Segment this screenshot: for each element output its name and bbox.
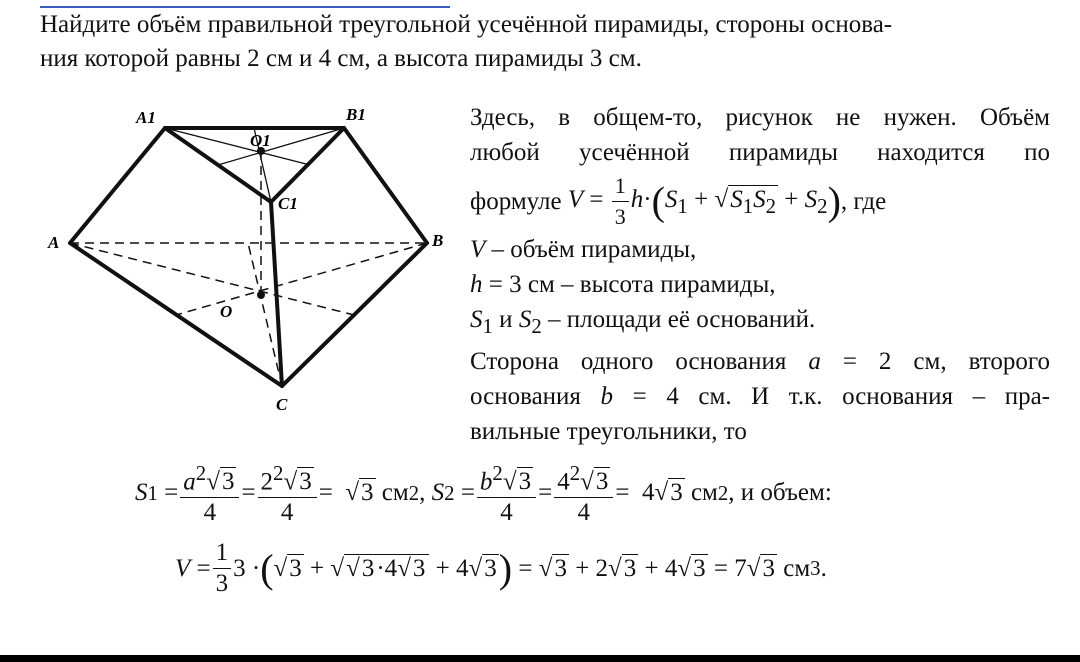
s1-unit: см <box>381 479 409 507</box>
pyramid-figure <box>40 95 480 425</box>
area-equations: S 1 = $\frac{a^2√3}{4}$ = $\frac{2^2√3}{4}$ = √3 см 2 , S 2 = $\frac{b^2√3}{4}$ = $\frac{4^2√3}{4}$ = 4 √3 см 2 , и объем: <box>135 458 832 528</box>
label-c1: C1 <box>278 194 298 213</box>
formula-prefix: формуле <box>470 187 562 215</box>
problem-statement <box>40 8 1050 76</box>
def-h: = 3 см – высота пирамиды, <box>488 271 776 298</box>
def-h-line: h = 3 см – высота пирамиды, <box>470 271 776 298</box>
volume-equation: V = $\frac{1}{3}$ 3 · ( √3 + √√3·4√3 + 4 √3 ) = √3 + 2 √3 + 4 √3 = 7 √3 см 3 . <box>175 539 827 597</box>
formula-line <box>470 170 1050 232</box>
def-v-line: V – объём пирамиды, <box>470 236 697 263</box>
solution-line-2: любой усечённой пирамиды находится по <box>470 139 1050 166</box>
and-volume: , и объем: <box>728 479 832 507</box>
problem-line-2: ния которой равны 2 см и 4 см, а высота пирамиды 3 см. <box>40 45 642 72</box>
label-o1: O1 <box>250 131 271 150</box>
edge-c1-c <box>271 202 282 386</box>
side-b-value: = 4 см. И т.к. основания – пра- <box>632 383 1050 410</box>
top-link-underline[interactable] <box>40 0 450 8</box>
label-a: A <box>48 233 60 252</box>
frustum-diagram <box>40 95 480 425</box>
formula-suffix: , где <box>840 187 887 215</box>
point-o <box>257 291 265 299</box>
side-a-line: Сторона одного основания a = 2 см, второго <box>470 348 1050 375</box>
conclusion-line: вильные треугольники, то <box>470 418 747 445</box>
solution-text <box>470 100 1050 449</box>
volume-formula: V = $\frac{1}{3}$ $h\cdot(S_1 + √S_1S_2 + S_2)$ <box>567 172 841 229</box>
label-b: B <box>432 231 444 250</box>
side-a-value: = 2 см, второго <box>842 348 1050 375</box>
problem-line-1: Найдите объём правильной треугольной усечённой пирамиды, стороны основа- <box>40 11 893 38</box>
bottom-bar <box>0 655 1080 662</box>
median-bottom-1 <box>70 243 354 315</box>
def-s: – площади её оснований. <box>547 306 816 333</box>
def-v: – объём пирамиды, <box>491 236 697 263</box>
label-b1: B1 <box>346 105 366 124</box>
v-unit: см <box>783 554 811 582</box>
label-o: O <box>220 302 233 321</box>
s2-unit: см <box>690 479 718 507</box>
def-s-and: и <box>499 306 513 333</box>
edge-a1-a <box>70 128 165 243</box>
def-s-line: $S_1$ и $S_2$ – площади её оснований. <box>470 306 816 338</box>
side-b-text: основания <box>470 383 581 410</box>
label-c: C <box>276 395 288 414</box>
side-b-line: основания b = 4 см. И т.к. основания – пра- <box>470 383 1050 410</box>
label-a1: A1 <box>136 108 156 127</box>
solution-line-1: Здесь, в общем-то, рисунок не нужен. Объём <box>470 104 1050 131</box>
side-a-text: Сторона одного основания <box>470 348 787 375</box>
edge-b1-b <box>344 128 427 243</box>
